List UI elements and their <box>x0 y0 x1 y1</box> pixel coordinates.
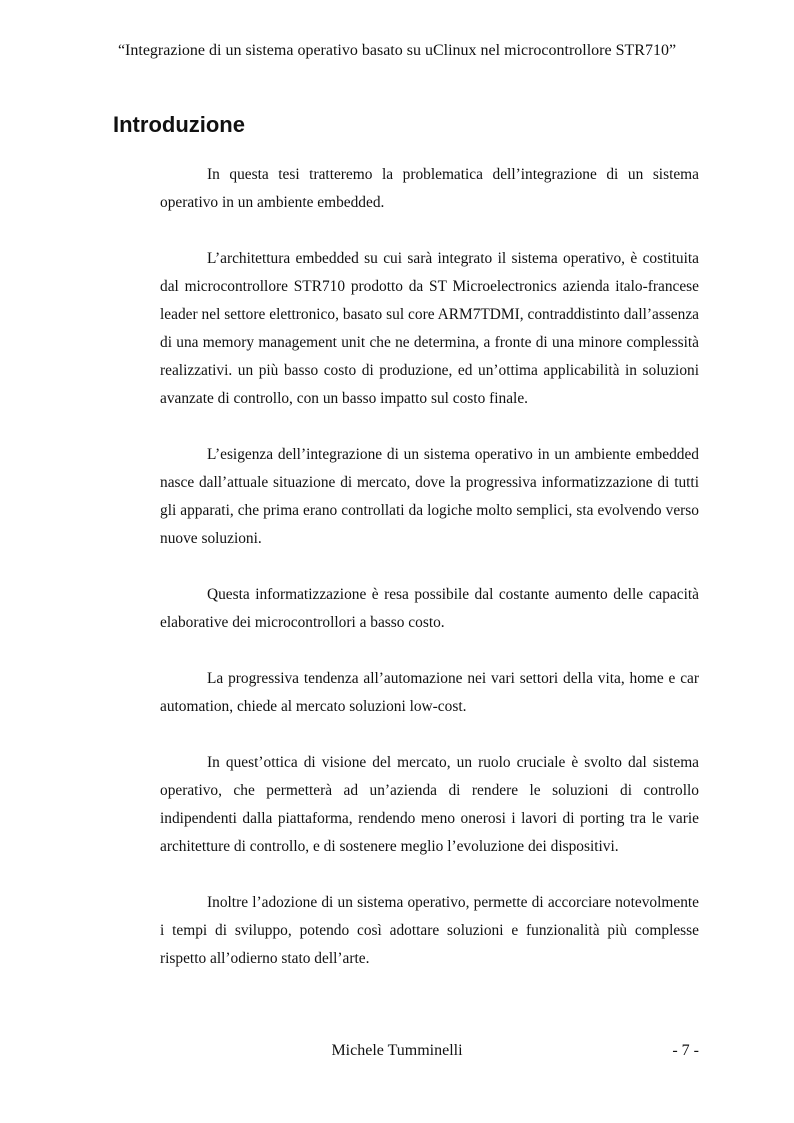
page-number: - 7 - <box>672 1042 699 1059</box>
paragraph-5: La progressiva tendenza all’automazione nei vari settori della vita, home e car automation, chiede al mercato soluzioni low-cost. <box>160 670 699 715</box>
paragraph-6: In quest’ottica di visione del mercato, un ruolo cruciale è svolto dal sistema operativo, che permetterà ad un’azienda di rendere le soluzioni di controllo indipendenti dalla piattaforma, rendendo meno onerosi i lavori di porting tra le varie architetture di controllo, e di sostenere meglio l’evoluzione dei dispositivi. <box>160 754 699 855</box>
page-footer <box>0 1040 794 1062</box>
paragraph-4: Questa informatizzazione è resa possibile dal costante aumento delle capacità elaborative dei microcontrollori a basso costo. <box>160 586 699 631</box>
paragraph-3: L’esigenza dell’integrazione di un sistema operativo in un ambiente embedded nasce dall’attuale situazione di mercato, dove la progressiva informatizzazione di tutti gli apparati, che prima erano controllati da logiche molto semplici, sta evolvendo verso nuove soluzioni. <box>160 446 699 547</box>
section-title: Introduzione <box>113 112 245 137</box>
paragraph-2: L’architettura embedded su cui sarà integrato il sistema operativo, è costituita dal microcontrollore STR710 prodotto da ST Microelectronics azienda italo-francese leader nel settore elettronico, basato sul core ARM7TDMI, contraddistinto dall’assenza di una memory management unit che ne determina, a fronte di una minore complessità realizzativi. un più basso costo di produzione, ed un’ottima applicabilità in soluzioni avanzate di controllo, con un basso impatto sul costo finale. <box>160 250 699 407</box>
paragraph-7: Inoltre l’adozione di un sistema operativo, permette di accorciare notevolmente i tempi di sviluppo, potendo così adottare soluzioni e funzionalità più complesse rispetto all’odierno stato dell’arte. <box>160 894 699 967</box>
footer-author: Michele Tumminelli <box>331 1042 463 1059</box>
running-header <box>0 41 794 61</box>
running-title: “Integrazione di un sistema operativo basato su uClinux nel microcontrollore STR710” <box>117 42 677 59</box>
paragraph-1: In questa tesi tratteremo la problematica dell’integrazione di un sistema operativo in un ambiente embedded. <box>160 166 699 211</box>
body-text <box>160 161 699 1001</box>
